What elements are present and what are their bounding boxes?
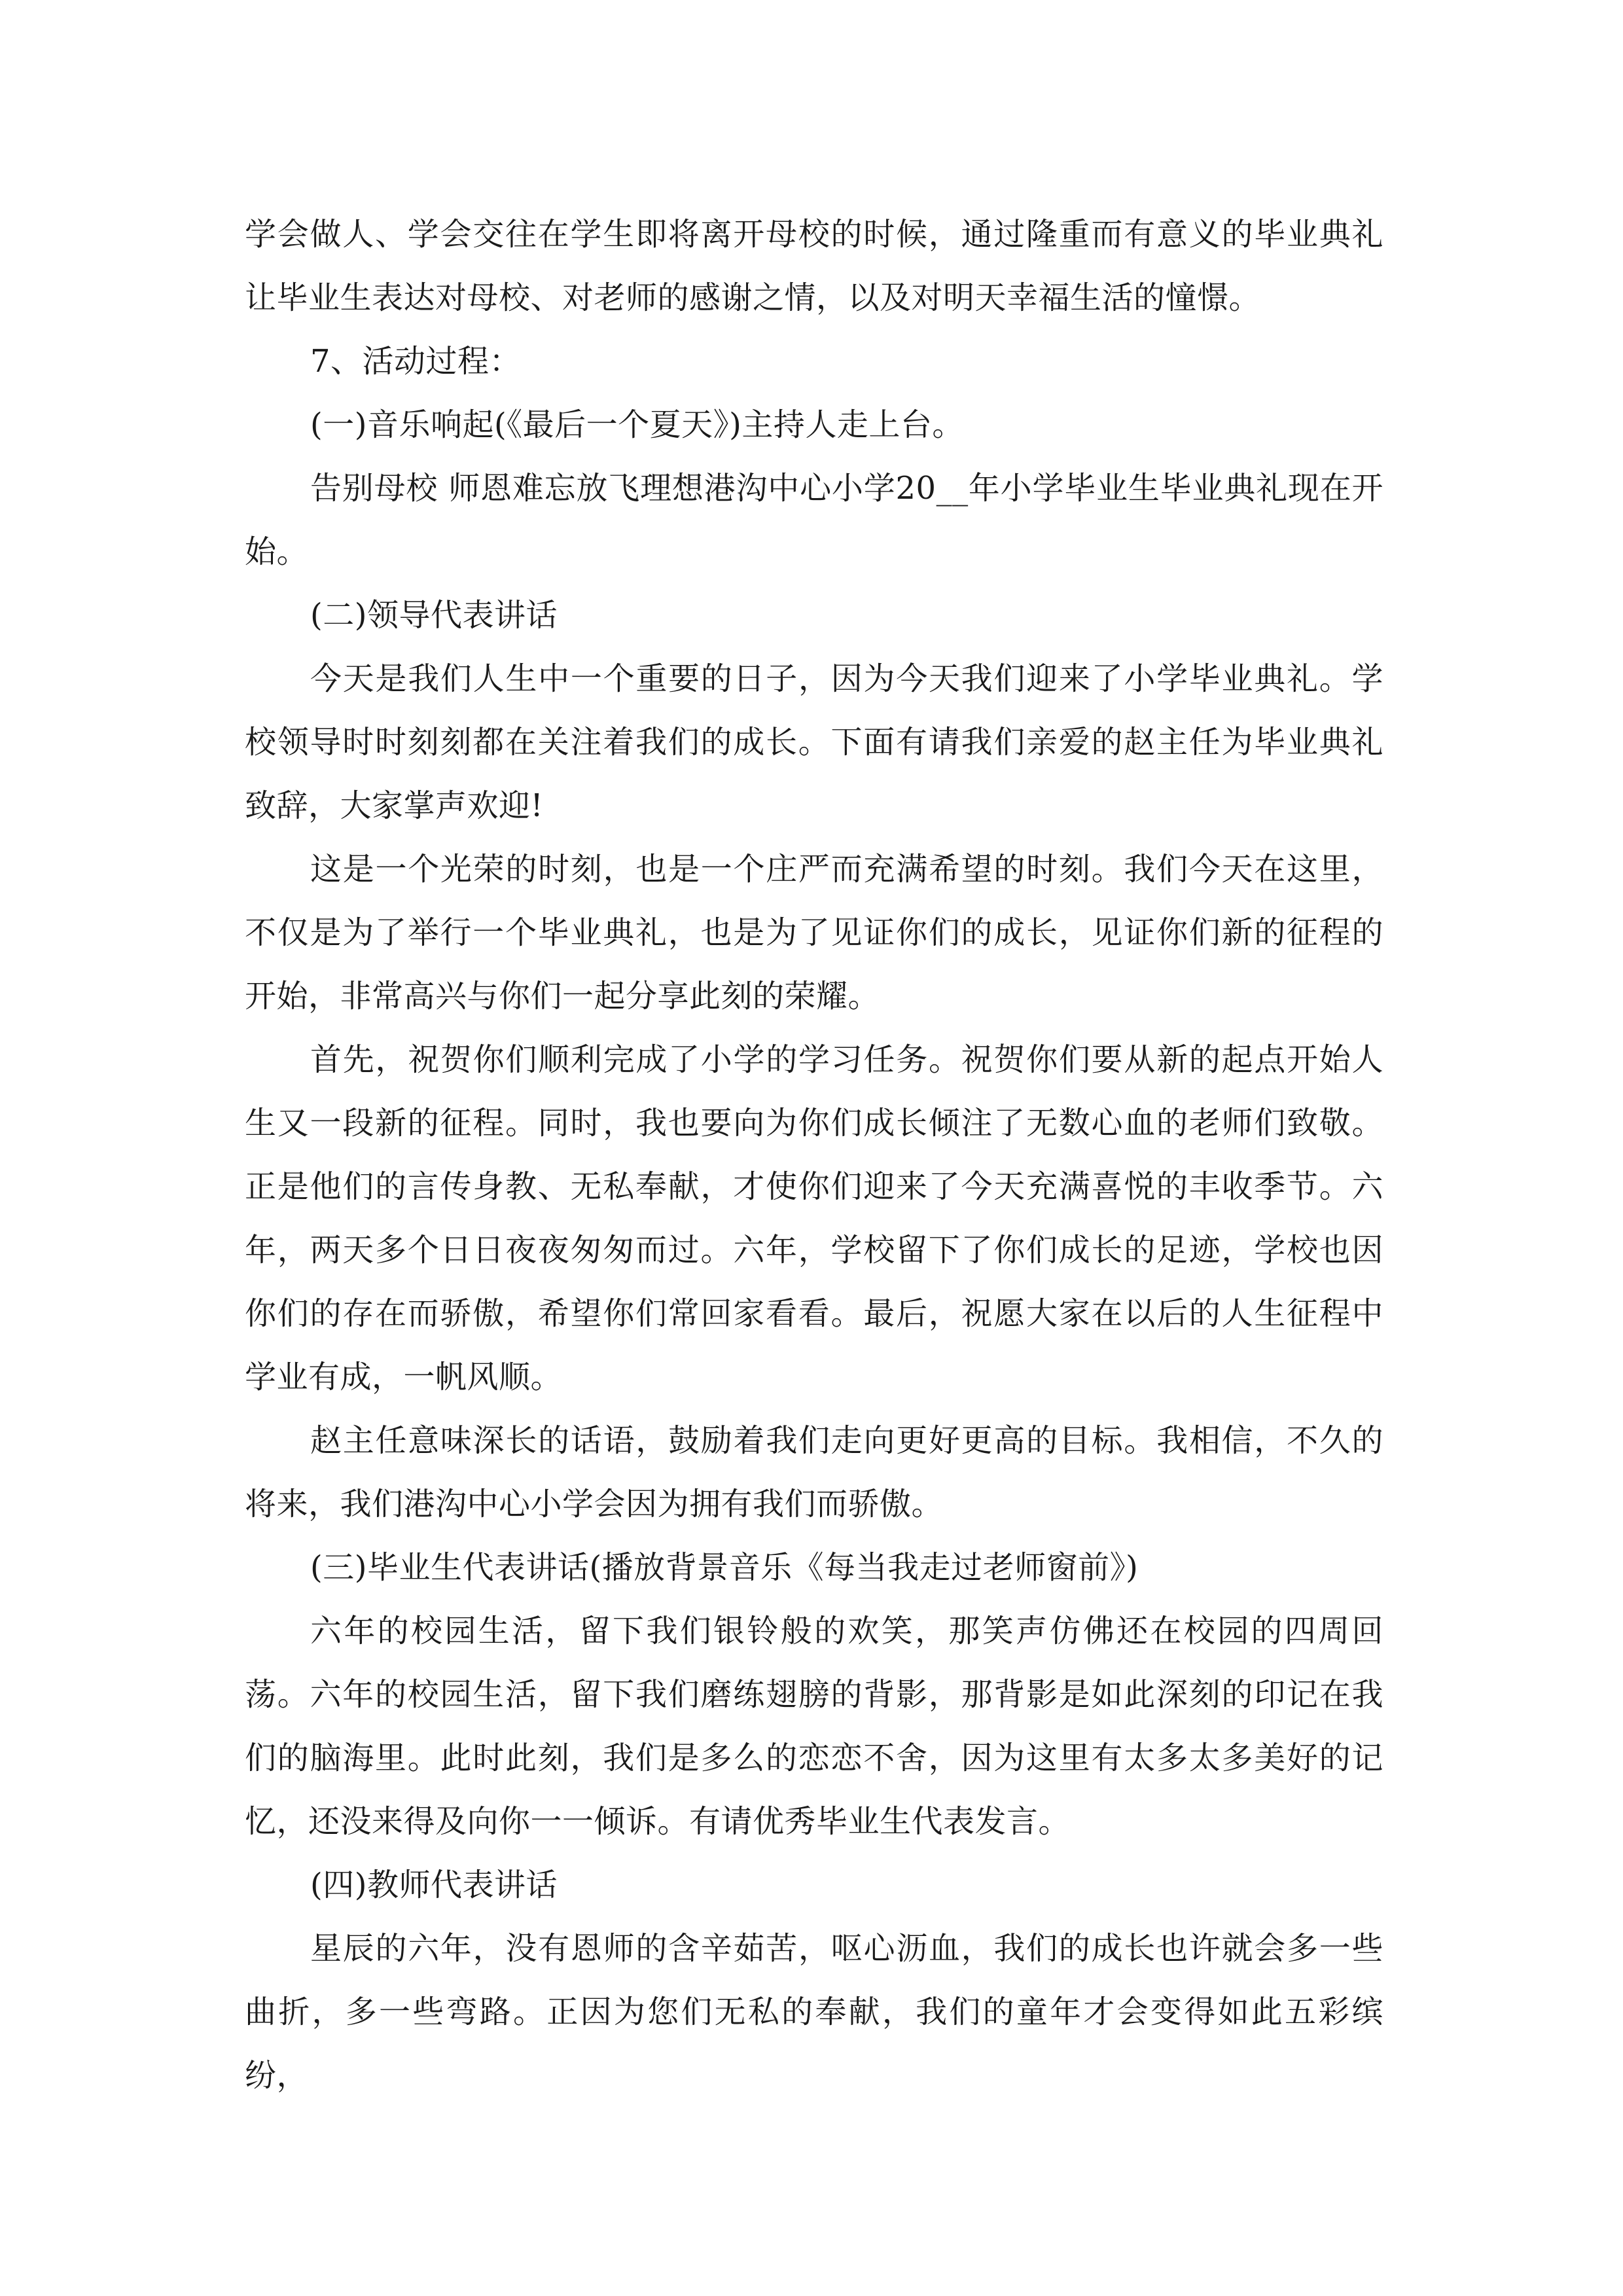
- paragraph-campus-life: 六年的校园生活，留下我们银铃般的欢笑，那笑声仿佛还在校园的四周回荡。六年的校园生活，留下我们磨练翅膀的背影，那背影是如此深刻的印记在我们的脑海里。此时此刻，我们是多么的恋恋不舍，因为这里有太多太多美好的记忆，还没来得及向你一一倾诉。有请优秀毕业生代表发言。: [245, 1613, 1383, 1840]
- paragraph-1: 学会做人、学会交往在学生即将离开母校的时候，通过隆重而有意义的毕业典礼让毕业生表达对母校、对老师的感谢之情，以及对明天幸福生活的憧憬。: [245, 216, 1383, 316]
- paragraph-leader-intro: 今天是我们人生中一个重要的日子，因为今天我们迎来了小学毕业典礼。学校领导时时刻刻都在关注着我们的成长。下面有请我们亲爱的赵主任为毕业典礼致辞，大家掌声欢迎!: [245, 660, 1383, 824]
- section-2-heading: (二)领导代表讲话: [310, 597, 558, 634]
- section-4-heading: (四)教师代表讲话: [310, 1867, 558, 1903]
- paragraph-opening: 告别母校 师恩难忘放飞理想港沟中心小学20__年小学毕业生毕业典礼现在开始。: [245, 470, 1383, 570]
- section-3-heading: (三)毕业生代表讲话(播放背景音乐《每当我走过老师窗前》): [310, 1549, 1139, 1586]
- paragraph-director-words: 赵主任意味深长的话语，鼓励着我们走向更好更高的目标。我相信，不久的将来，我们港沟中心小学会因为拥有我们而骄傲。: [245, 1422, 1383, 1522]
- document-body: [245, 203, 1383, 2108]
- paragraph-six-years: 星辰的六年，没有恩师的含辛茹苦，呕心沥血，我们的成长也许就会多一些曲折，多一些弯路。正因为您们无私的奉献，我们的童年才会变得如此五彩缤纷，: [245, 1930, 1383, 2094]
- heading-activity-process: 7、活动过程：: [310, 343, 522, 380]
- paragraph-glorious-moment: 这是一个光荣的时刻，也是一个庄严而充满希望的时刻。我们今天在这里，不仅是为了举行一个毕业典礼，也是为了见证你们的成长，见证你们新的征程的开始，非常高兴与你们一起分享此刻的荣耀。: [245, 851, 1383, 1014]
- section-1-heading: (一)音乐响起(《最后一个夏天》)主持人走上台。: [310, 406, 964, 443]
- paragraph-congratulations: 首先，祝贺你们顺利完成了小学的学习任务。祝贺你们要从新的起点开始人生又一段新的征程。同时，我也要向为你们成长倾注了无数心血的老师们致敬。正是他们的言传身教、无私奉献，才使你们迎来了今天充满喜悦的丰收季节。六年，两天多个日日夜夜匆匆而过。六年，学校留下了你们成长的足迹，学校也因你们的存在而骄傲，希望你们常回家看看。最后，祝愿大家在以后的人生征程中学业有成，一帆风顺。: [245, 1041, 1383, 1395]
